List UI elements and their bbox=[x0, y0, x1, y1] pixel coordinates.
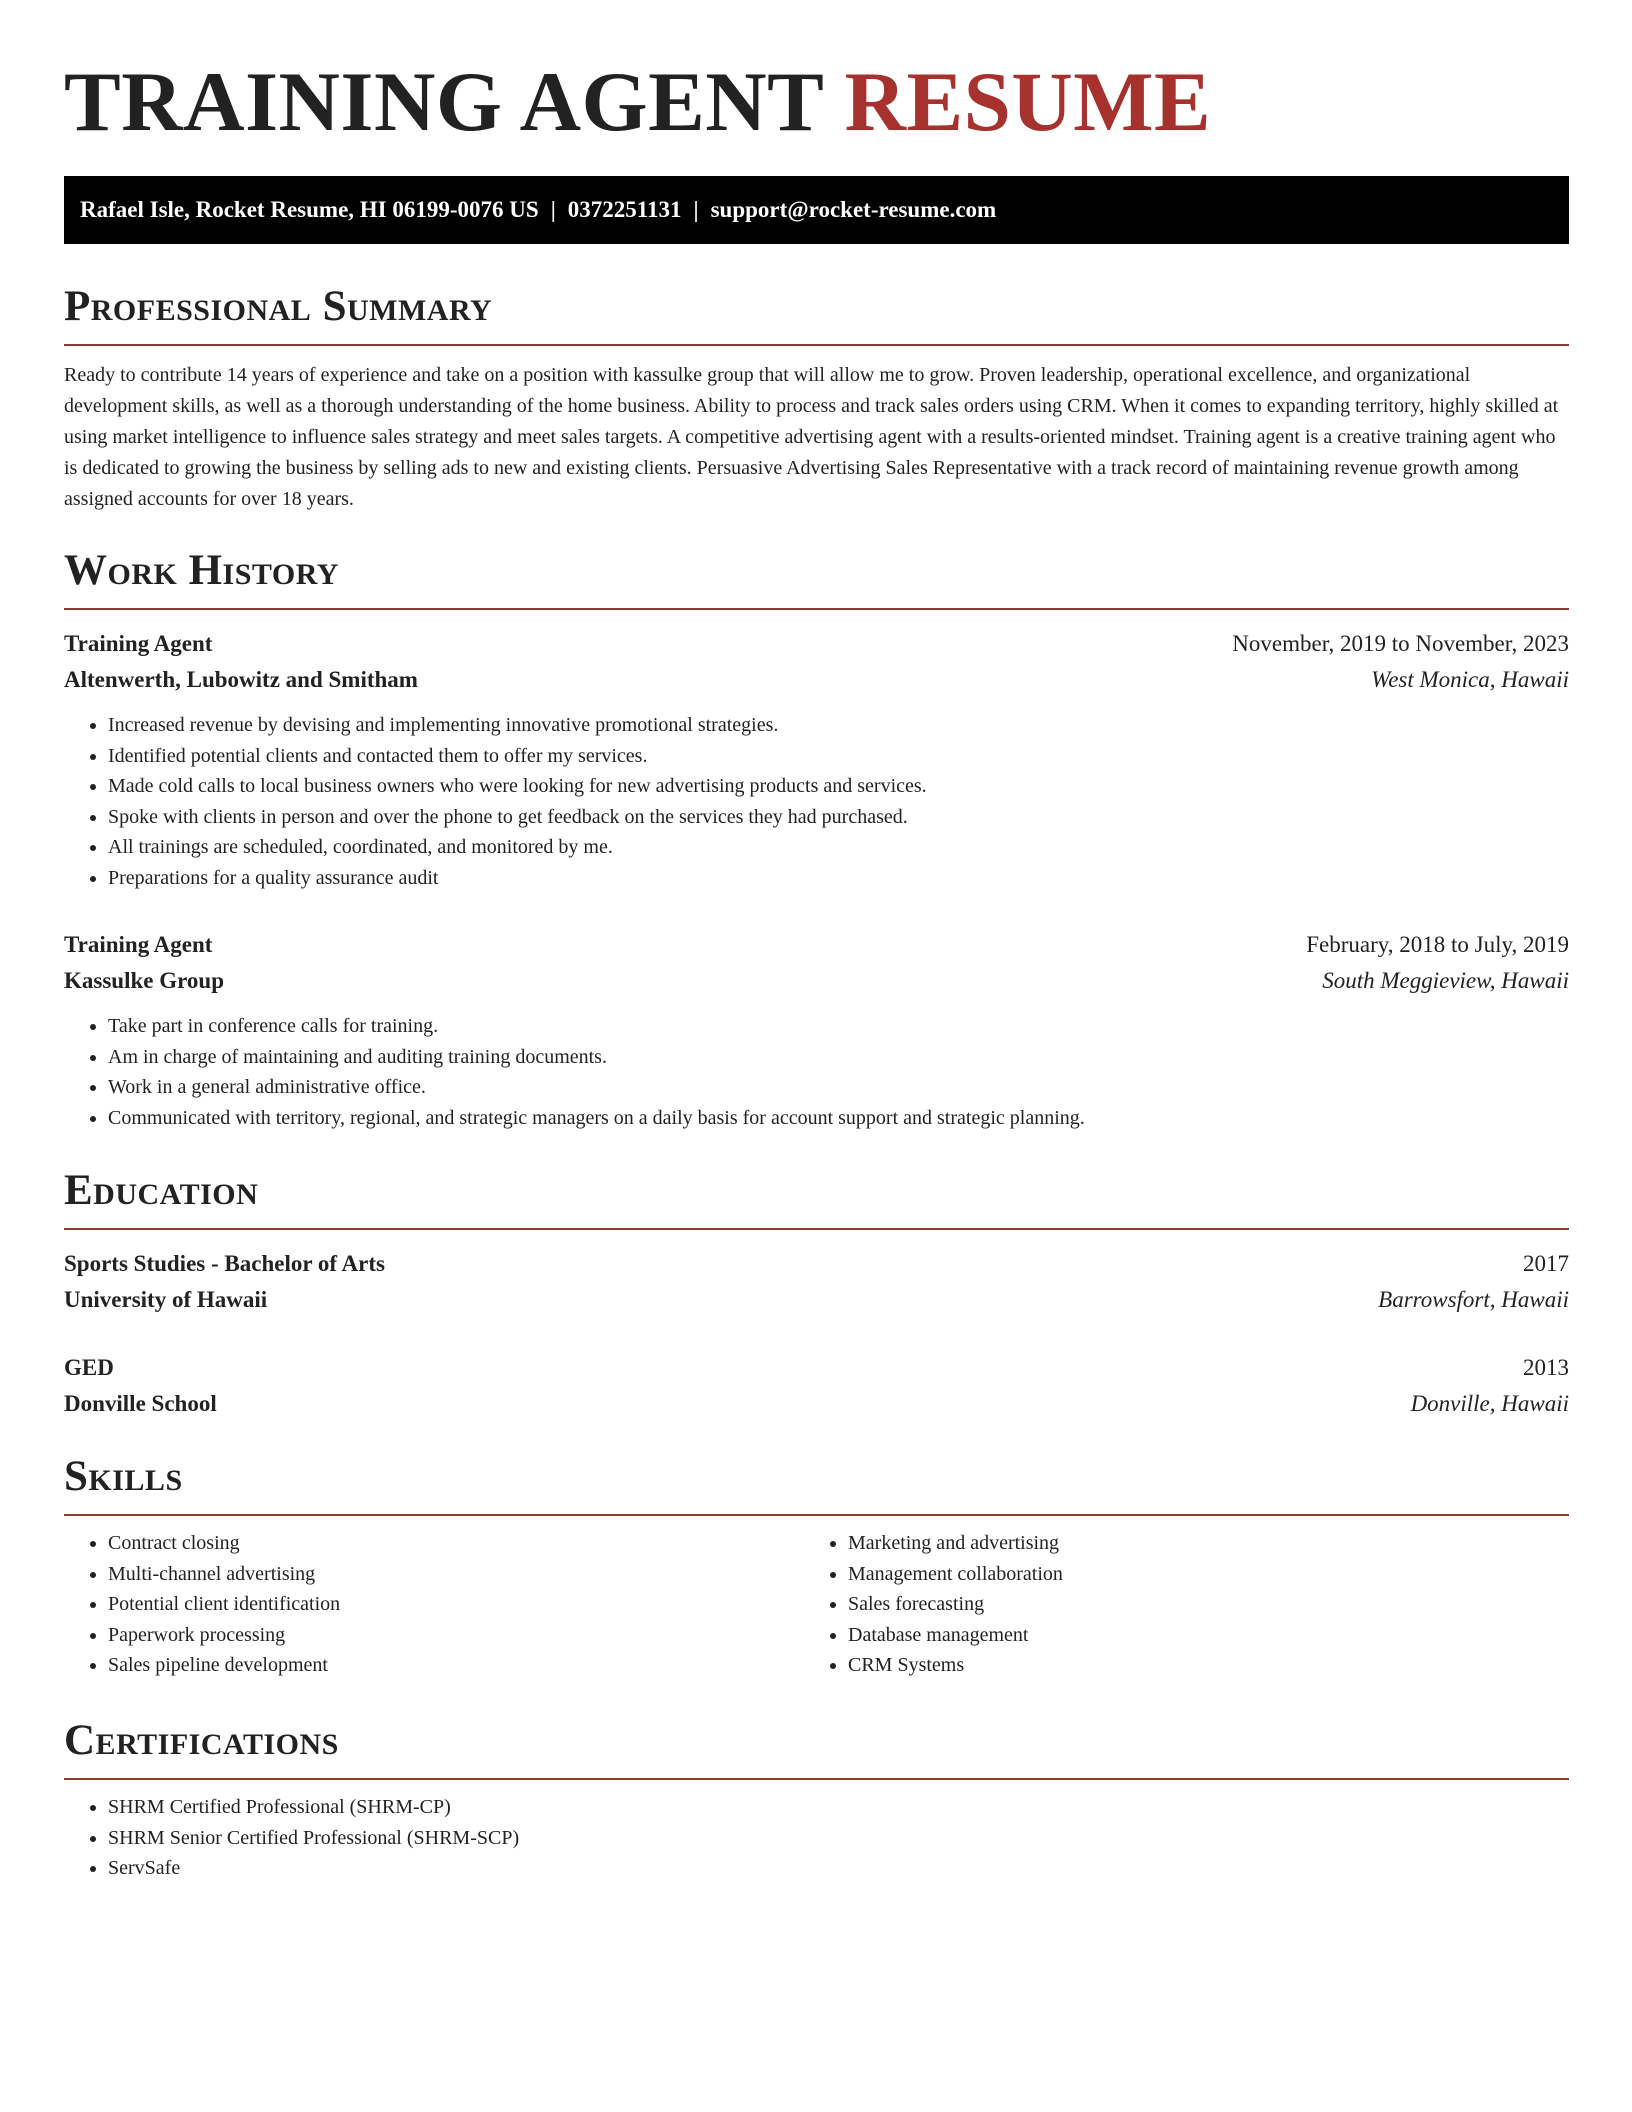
title-accent: RESUME bbox=[844, 55, 1212, 149]
job-entry bbox=[64, 927, 1569, 1133]
contact-address: Rafael Isle, Rocket Resume, HI 06199-0076 US bbox=[80, 197, 539, 222]
education-subheader bbox=[64, 1386, 1569, 1422]
education-header bbox=[64, 1246, 1569, 1282]
list-item: • Multi-channel advertising bbox=[108, 1559, 804, 1590]
list-item: • All trainings are scheduled, coordinated, and monitored by me. bbox=[108, 832, 1569, 863]
list-item: • CRM Systems bbox=[848, 1650, 1544, 1681]
job-bullets bbox=[64, 1011, 1569, 1133]
certifications-list bbox=[64, 1792, 1569, 1884]
skills-columns bbox=[64, 1528, 1569, 1681]
list-item: • Potential client identification bbox=[108, 1589, 804, 1620]
list-item: • Identified potential clients and contacted them to offer my services. bbox=[108, 741, 1569, 772]
section-heading: Work History bbox=[64, 544, 1569, 610]
education-section bbox=[64, 1164, 1569, 1422]
list-item: • Sales forecasting bbox=[848, 1589, 1544, 1620]
list-item: • Preparations for a quality assurance audit bbox=[108, 863, 1569, 894]
contact-separator: | bbox=[550, 197, 556, 222]
list-item: • Spoke with clients in person and over the phone to get feedback on the services they had purchased. bbox=[108, 802, 1569, 833]
skills-list-right bbox=[804, 1528, 1544, 1681]
job-entry bbox=[64, 626, 1569, 893]
education-location: Donville, Hawaii bbox=[1410, 1391, 1569, 1416]
list-item: • Marketing and advertising bbox=[848, 1528, 1544, 1559]
education-school: University of Hawaii bbox=[64, 1287, 268, 1312]
section-heading: Education bbox=[64, 1164, 1569, 1230]
skills-list-left bbox=[64, 1528, 804, 1681]
resume-title bbox=[64, 52, 1211, 152]
list-item: • Management collaboration bbox=[848, 1559, 1544, 1590]
job-dates: November, 2019 to November, 2023 bbox=[1232, 631, 1569, 656]
job-location: South Meggieview, Hawaii bbox=[1322, 968, 1569, 993]
title-main: TRAINING AGENT bbox=[64, 55, 823, 149]
summary-section bbox=[64, 280, 1569, 515]
list-item: • SHRM Certified Professional (SHRM-CP) bbox=[108, 1792, 1569, 1823]
education-degree: Sports Studies - Bachelor of Arts bbox=[64, 1251, 385, 1276]
education-school: Donville School bbox=[64, 1391, 217, 1416]
skills-section bbox=[64, 1450, 1569, 1681]
job-company: Altenwerth, Lubowitz and Smitham bbox=[64, 667, 418, 692]
list-item: • Increased revenue by devising and implementing innovative promotional strategies. bbox=[108, 710, 1569, 741]
list-item: • ServSafe bbox=[108, 1853, 1569, 1884]
education-subheader bbox=[64, 1282, 1569, 1318]
education-location: Barrowsfort, Hawaii bbox=[1378, 1287, 1569, 1312]
section-heading: Skills bbox=[64, 1450, 1569, 1516]
work-history-section bbox=[64, 544, 1569, 1133]
job-subheader bbox=[64, 662, 1569, 698]
job-dates: February, 2018 to July, 2019 bbox=[1306, 932, 1569, 957]
job-subheader bbox=[64, 963, 1569, 999]
job-location: West Monica, Hawaii bbox=[1371, 667, 1569, 692]
education-degree: GED bbox=[64, 1355, 114, 1380]
section-heading: Professional Summary bbox=[64, 280, 1569, 346]
section-heading: Certifications bbox=[64, 1714, 1569, 1780]
list-item: • Database management bbox=[848, 1620, 1544, 1651]
summary-text: Ready to contribute 14 years of experience and take on a position with kassulke group that will allow me to grow. Proven leadership, operational excellence, and organizational development skills, as well as a thorough understanding of the home business. Ability to process and track sales orders using CRM. When it comes to expanding territory, highly skilled at using market intelligence to influence sales strategy and meet sales targets. A competitive advertising agent with a results-oriented mindset. Training agent is a creative training agent who is dedicated to growing the business by selling ads to new and existing clients. Persuasive Advertising Sales Representative with a track record of maintaining revenue growth among assigned accounts for over 18 years. bbox=[64, 364, 1559, 510]
list-item: • Contract closing bbox=[108, 1528, 804, 1559]
contact-phone: 0372251131 bbox=[567, 197, 682, 222]
contact-separator: | bbox=[693, 197, 699, 222]
education-header bbox=[64, 1350, 1569, 1386]
education-entry bbox=[64, 1350, 1569, 1422]
job-bullets bbox=[64, 710, 1569, 893]
job-title: Training Agent bbox=[64, 631, 213, 656]
education-entry bbox=[64, 1246, 1569, 1318]
education-year: 2013 bbox=[1523, 1355, 1569, 1380]
education-year: 2017 bbox=[1523, 1251, 1569, 1276]
contact-email: support@rocket-resume.com bbox=[710, 197, 997, 222]
list-item: • Communicated with territory, regional, and strategic managers on a daily basis for account support and strategic planning. bbox=[108, 1103, 1569, 1134]
list-item: • SHRM Senior Certified Professional (SHRM-SCP) bbox=[108, 1823, 1569, 1854]
job-header bbox=[64, 927, 1569, 963]
certifications-section bbox=[64, 1714, 1569, 1884]
job-header bbox=[64, 626, 1569, 662]
list-item: • Made cold calls to local business owners who were looking for new advertising products and services. bbox=[108, 771, 1569, 802]
list-item: • Take part in conference calls for training. bbox=[108, 1011, 1569, 1042]
contact-bar bbox=[64, 176, 1569, 244]
list-item: • Paperwork processing bbox=[108, 1620, 804, 1651]
list-item: • Am in charge of maintaining and auditing training documents. bbox=[108, 1042, 1569, 1073]
job-title: Training Agent bbox=[64, 932, 213, 957]
list-item: • Sales pipeline development bbox=[108, 1650, 804, 1681]
list-item: • Work in a general administrative office. bbox=[108, 1072, 1569, 1103]
job-company: Kassulke Group bbox=[64, 968, 224, 993]
